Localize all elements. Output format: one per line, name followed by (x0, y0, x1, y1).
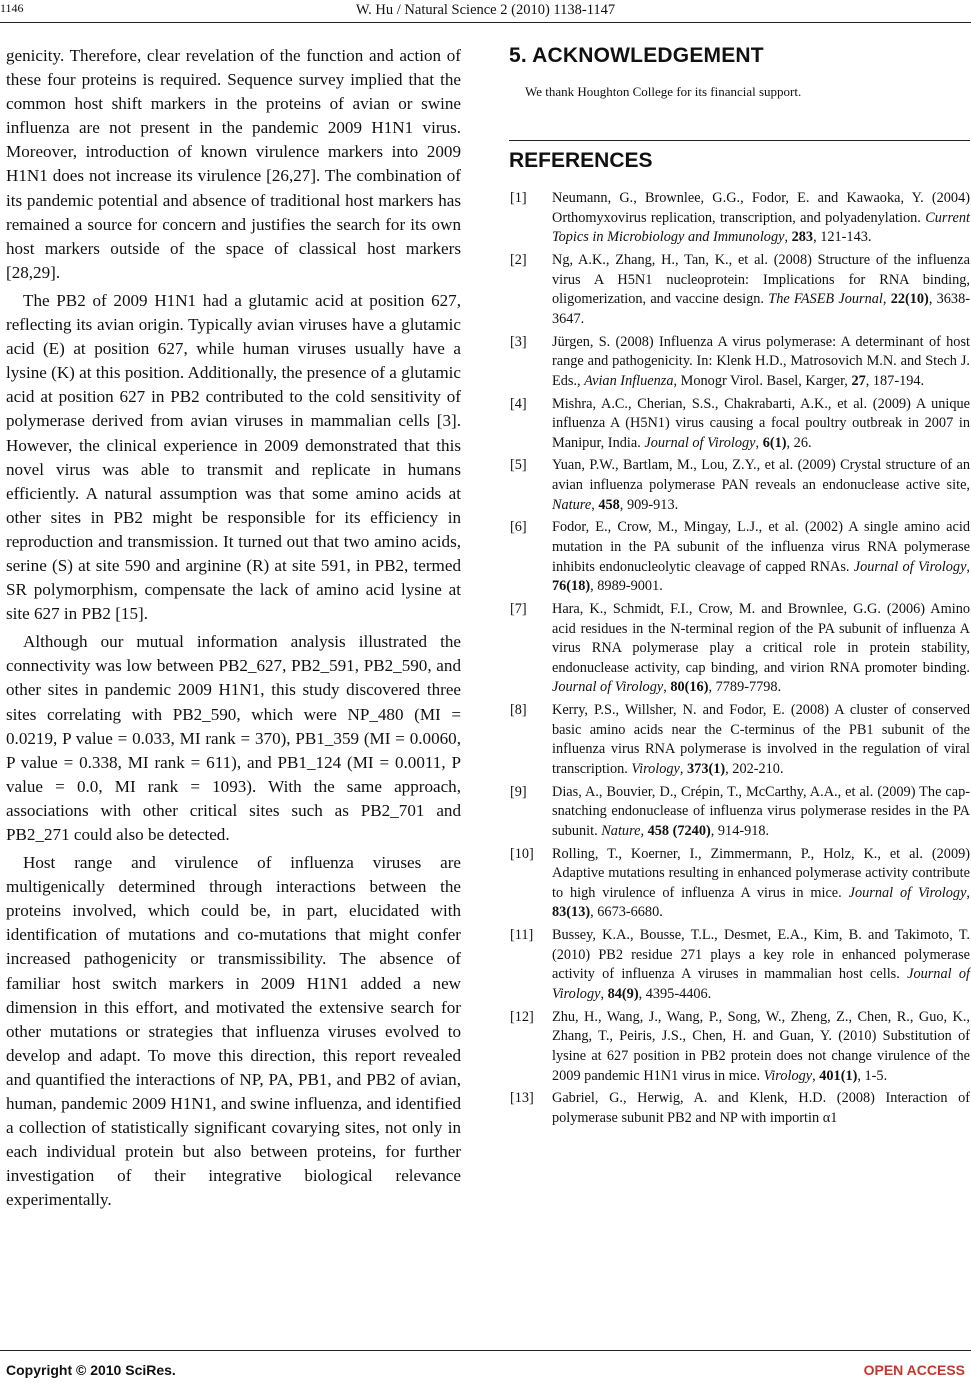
reference-number: [3] (510, 333, 527, 350)
reference-volume: 84(9) (607, 986, 639, 1003)
reference-separator: , (784, 229, 792, 246)
running-title: W. Hu / Natural Science 2 (2010) 1138-1147 (355, 2, 616, 18)
reference-item (509, 926, 970, 1004)
reference-separator: , (966, 884, 970, 901)
reference-text (552, 395, 970, 454)
reference-journal: Nature (552, 496, 592, 513)
reference-journal: Journal of Virology (853, 558, 967, 575)
reference-volume: 283 (791, 229, 814, 246)
reference-volume: 80(16) (670, 679, 709, 696)
reference-text (552, 783, 970, 842)
reference-journal: Current Topics in Microbiology and Immunology (552, 209, 970, 246)
reference-pages: , 26. (786, 434, 812, 451)
reference-volume: 27 (851, 372, 866, 389)
reference-text (552, 333, 970, 392)
reference-pages: , 121-143. (813, 229, 872, 246)
reference-authors-title: Dias, A., Bouvier, D., Crépin, T., McCarthy, A.A., et al. (2009) The cap-snatching endonuclease of influenza virus polymerase resides in the PA subunit. (552, 783, 970, 839)
reference-separator: , (812, 1067, 820, 1084)
reference-separator: , (966, 558, 970, 575)
reference-item (509, 783, 970, 842)
reference-volume: 83(13) (552, 904, 591, 921)
reference-item (509, 395, 970, 454)
reference-text (552, 1008, 970, 1086)
reference-authors-title: Bussey, K.A., Bousse, T.L., Desmet, E.A., Kim, B. and Takimoto, T. (2010) PB2 residue 271 plays a key role in enhanced polymerase activity of influenza A viruses in mammalian host cells. (552, 927, 970, 983)
footer-rule (0, 1350, 971, 1351)
reference-text (552, 456, 970, 515)
body-paragraph: The PB2 of 2009 H1N1 had a glutamic acid at position 627, reflecting its avian origin. Typically avian viruses have a glutamic acid (E) at position 627, while human viruses usually have a lysine (K) at this position. Additionally, the presence of a glutamic acid at position 627 in PB2 contributed to the cold sensitivity of polymerase derived from avian viruses in mammalian cells [3]. However, the clinical experience in 2009 demonstrated that this novel virus was able to transmit and replicate in humans efficiently. A natural assumption was that some amino acids at other sites in PB2 might be responsible for its efficiency in reproduction and transmission. It turned out that two amino acids, serine (S) at site 590 and arginine (R) at site 591, in PB2, termed SR polymorphism, compensate the lack of amino acid lysine at site 627 in PB2 [15]. (6, 290, 461, 624)
reference-authors-title: Gabriel, G., Herwig, A. and Klenk, H.D. (2008) Interaction of polymerase subunit PB2 and NP with importin α1 (552, 1090, 970, 1126)
reference-text (552, 251, 970, 329)
reference-text (552, 600, 970, 698)
reference-item (509, 1089, 970, 1128)
reference-text (552, 926, 970, 1004)
body-paragraph: Host range and virulence of influenza viruses are multigenically determined through interactions between the proteins involved, which could be, in part, elucidated with identification of mutations and co-mutations that might confer increased pathogenicity or transmissibility. The absence of familiar host switch markers in 2009 H1N1 added a new dimension in this effort, and motivated the extensive search for other mutations or strategies that influenza viruses evolved to develop and adapt. To move this direction, this report revealed and quantified the interactions of NP, PA, PB1, and PB2 of avian, human, pandemic 2009 H1N1, and swine influenza, and identified a collection of statistically significant covarying sites, not only in each individual protein but also between proteins, for further investigation of their integrative biological relevance experimentally. (6, 853, 461, 1210)
reference-journal: Nature (601, 822, 641, 839)
references-heading: REFERENCES (509, 149, 653, 172)
left-column (6, 44, 461, 1213)
reference-authors-title: Ng, A.K., Zhang, H., Tan, K., et al. (2008) Structure of the influenza virus A H5N1 nucleoprotein: Implications for RNA binding, oligomerization, and vaccine design. (552, 251, 970, 308)
reference-volume: 373(1) (687, 760, 726, 777)
reference-number: [7] (510, 601, 527, 617)
acknowledgement-text: We thank Houghton College for its financial support. (525, 84, 802, 99)
reference-authors-title: Fodor, E., Crow, M., Mingay, L.J., et al. (2002) A single amino acid mutation in the PA subunit of the influenza virus RNA polymerase inhibits endonucleolytic cleavage of capped RNAs. (552, 519, 970, 575)
reference-authors-title: Zhu, H., Wang, J., Wang, P., Song, W., Zheng, Z., Chen, R., Guo, K., Zhang, T., Peiris, J.S., Chen, H. and Guan, Y. (2010) Substitution of lysine at 627 position in PB2 protein does not change virulence of the 2009 pandemic H1N1 virus in mice. (552, 1008, 970, 1084)
body-paragraph: genicity. Therefore, clear revelation of the function and action of these four proteins is required. Sequence survey implied that the common host shift markers in the proteins of avian or swine influenza are not present in the pandemic 2009 H1N1 virus. Moreover, introduction of known virulence markers into 2009 H1N1 does not increase its virulence [26,27]. The combination of its pandemic potential and absence of traditional host markers has remained a source for concern and justifies the search for its own host markers outside of the space of classical host markers [28,29]. (6, 46, 461, 282)
reference-authors-title: Mishra, A.C., Cherian, S.S., Chakrabarti, A.K., et al. (2009) A unique influenza A (H5N1) virus causing a focal poultry outbreak in 2007 in Manipur, India. (552, 395, 970, 451)
reference-pages: , 7789-7798. (708, 679, 782, 696)
reference-separator: , (679, 760, 688, 777)
reference-number: [12] (510, 1008, 534, 1025)
acknowledgement-heading: 5. ACKNOWLEDGEMENT (509, 44, 764, 67)
reference-pages: , 8989-9001. (590, 578, 663, 595)
reference-item (509, 333, 970, 392)
reference-pages: , 3638-3647. (552, 291, 970, 327)
reference-number: [4] (510, 395, 527, 412)
reference-item (509, 456, 970, 515)
reference-text (552, 189, 970, 248)
reference-item (509, 701, 970, 779)
reference-number: [11] (510, 927, 534, 944)
right-column (509, 44, 970, 1132)
reference-list (509, 189, 970, 1129)
reference-authors-title: Hara, K., Schmidt, F.I., Crow, M. and Brownlee, G.G. (2006) Amino acid residues in the N-terminal region of the PA subunit of influenza A virus RNA polymerase play a critical role in protein stability, endonuclease activity, cap binding, and virion RNA promoter binding. (552, 601, 970, 676)
reference-journal: Virology (763, 1067, 813, 1084)
reference-separator: , (882, 291, 891, 308)
reference-authors-title: Kerry, P.S., Willsher, N. and Fodor, E. (2008) A cluster of conserved basic amino acids near the C-terminus of the PB1 subunit of the influenza virus RNA polymerase is involved in the regulation of viral transcription. (552, 702, 970, 777)
reference-number: [8] (510, 702, 527, 719)
reference-number: [5] (510, 457, 527, 474)
reference-journal: Journal of Virology (644, 434, 756, 451)
reference-volume: 401(1) (819, 1067, 858, 1084)
reference-volume: 458 (598, 496, 620, 513)
reference-number: [10] (510, 845, 534, 862)
reference-pages: , 914-918. (710, 822, 770, 839)
reference-number: [2] (510, 251, 527, 268)
reference-text (552, 845, 970, 923)
reference-authors-title: Yuan, P.W., Bartlam, M., Lou, Z.Y., et al. (2009) Crystal structure of an avian influenza polymerase PAN reveals an endonuclease active site, (552, 457, 970, 494)
reference-pages: , 202-210. (725, 760, 784, 777)
reference-authors-title: Jürgen, S. (2008) Influenza A virus polymerase: A determinant of host range and pathogenicity. In: Klenk H.D., Matrosovich M.N. and Stech J. Eds., (552, 333, 970, 389)
reference-separator: , Monogr Virol. Basel, Karger, (673, 372, 852, 389)
reference-pages: , 4395-4406. (638, 986, 712, 1003)
reference-volume: 458 (7240) (647, 822, 711, 839)
reference-volume: 22(10) (890, 291, 929, 308)
reference-item (509, 1008, 970, 1086)
reference-separator: , (600, 986, 608, 1003)
reference-item (509, 845, 970, 923)
reference-text (552, 1089, 970, 1128)
reference-number: [1] (510, 190, 527, 206)
open-access-label: OPEN ACCESS (863, 1362, 965, 1378)
page-number: 1146 (0, 1, 24, 15)
reference-separator: , (755, 434, 763, 451)
reference-item (509, 518, 970, 596)
reference-journal: Avian Influenza (584, 372, 674, 389)
reference-text (552, 701, 970, 779)
reference-number: [13] (510, 1090, 534, 1107)
reference-separator: , (591, 496, 599, 513)
references-rule (509, 140, 970, 141)
reference-pages: , 187-194. (865, 372, 925, 389)
reference-journal: The FASEB Journal (768, 291, 883, 308)
reference-item (509, 251, 970, 329)
reference-volume: 6(1) (762, 434, 787, 451)
reference-item (509, 189, 970, 248)
copyright-notice: Copyright © 2010 SciRes. (6, 1362, 176, 1378)
reference-number: [6] (510, 519, 527, 536)
reference-authors-title: Rolling, T., Koerner, I., Zimmermann, P., Holz, K., et al. (2009) Adaptive mutations resulting in enhanced polymerase activity contribute to high virulence of influenza A virus in mice. (552, 845, 970, 901)
reference-separator: , (663, 679, 671, 696)
reference-item (509, 600, 970, 698)
reference-number: [9] (510, 783, 527, 800)
body-paragraph: Although our mutual information analysis illustrated the connectivity was low between PB2_627, PB2_591, PB2_590, and other sites in pandemic 2009 H1N1, this study discovered three sites correlating with PB2_590, which were NP_480 (MI = 0.0219, P value = 0.033, MI rank = 370), PB1_359 (MI = 0.0060, P value = 0.338, MI rank = 611), and PB1_124 (MI = 0.0011, P value = 0.0, MI rank = 1093). With the same approach, associations with other critical sites such as PB2_701 and PB2_271 could also be detected. (6, 632, 461, 844)
reference-journal: Journal of Virology (848, 884, 967, 901)
reference-authors-title: Neumann, G., Brownlee, G.G., Fodor, E. and Kawaoka, Y. (2004) Orthomyxovirus replication, transcription, and polyadenylation. (552, 190, 970, 226)
reference-pages: , 6673-6680. (590, 904, 663, 921)
reference-separator: , (640, 822, 648, 839)
reference-journal: Virology (631, 760, 680, 777)
reference-pages: , 909-913. (619, 496, 679, 513)
reference-journal: Journal of Virology (552, 966, 970, 1003)
reference-text (552, 518, 970, 596)
reference-journal: Journal of Virology (552, 679, 664, 696)
header-rule (0, 22, 971, 23)
reference-volume: 76(18) (552, 578, 591, 595)
reference-pages: , 1-5. (857, 1067, 888, 1084)
